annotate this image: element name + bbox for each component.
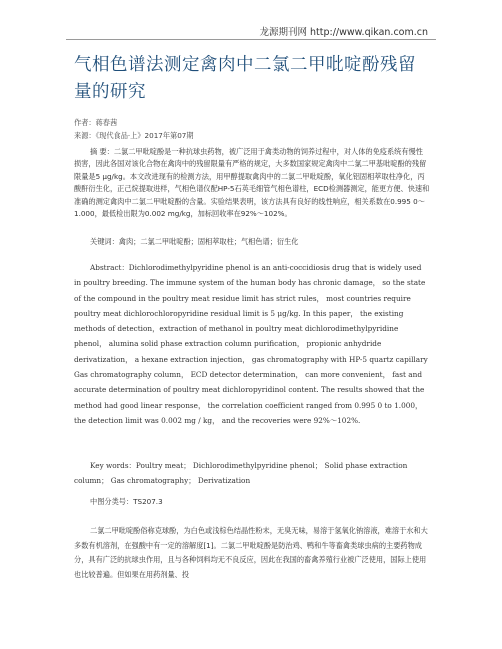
body-intro: 二氯二甲吡啶酚俗称克球酚，为白色或浅棕色结晶性粉末，无臭无味，易溶于氢氧化钠溶液，难溶于水和大多数有机溶剂，在强酸中有一定的溶解度[1]。二氯二甲吡啶酚是防治鸡、鸭和牛等畜禽类球虫病的主要药物成分，具有广泛的抗球虫作用，且与各种饲料均无不良反应，因此在我国的畜禽养殖行业被广泛使用，国际上使用也比较普遍。但如果在用药剂量、投 — [74, 526, 428, 579]
abstract-en: Abstract：Dichlorodimethylpyridine phenol is an anti-coccidiosis drug that is widely used in poultry breeding. The immune system of the human body has chronic damage， so the state of the compound in the poultry meat residue limit has strict rules， most countries require poultry meat dichlorochloropyridine residual limit is 5 μg/kg. In this paper， the existing methods of detection，extraction of methanol in poultry meat dichlorodimethylpyridine phenol， alumina solid phase extraction column purification， propionic anhydride derivatization， a hexane extraction injection， gas chromatography with HP-5 quartz capillary Gas chromatography column， ECD detector determination， can more convenient， fast and accurate determination of poultry meat dichloropyridinol content. The results showed that the method had good linear response， the correlation coefficient ranged from 0.995 0 to 1.000， the detection limit was 0.002 mg / kg， and the recoveries were 92%～102%. — [74, 263, 428, 425]
keywords-en: Key words：Poultry meat； Dichlorodimethylpyridine phenol； Solid phase extraction column； Gas chromatography； Derivatization — [74, 461, 408, 486]
header-divider — [66, 39, 436, 40]
classification-number: 中图分类号：TS207.3 — [90, 497, 163, 506]
site-header: 龙源期刊网 http://www.qikan.com.cn — [259, 27, 428, 38]
keywords-cn: 关键词：禽肉；二氯二甲吡啶酚；固相萃取柱；气相色谱；衍生化 — [90, 237, 299, 246]
article-source: 来源：《现代食品·上》2017年第07期 — [74, 131, 194, 140]
article-title: 气相色谱法测定禽肉中二氯二甲吡啶酚残留量的研究 — [74, 55, 416, 102]
abstract-cn: 摘 要：二氯二甲吡啶酚是一种抗球虫药物，被广泛用于禽类动物的饲养过程中，对人体的免疫系统有慢性损害，因此各国对该化合物在禽肉中的残留限量有严格的规定，大多数国家规定禽肉中二氯二甲基吡啶酚的残留限量是5 μg/kg。本文改进现有的检测方法，用甲醇提取禽肉中的二氯二甲吡啶酚，氧化铝固相萃取柱净化，丙酸酐衍生化，正己烷提取进样，气相色谱仪配HP-5石英毛细管气相色谱柱，ECD检测器测定，能更方便、快速和准确的测定禽肉中二氯二甲吡啶酚的含量。实验结果表明，该方法具有良好的线性响应，相关系数在0.995 0～1.000，最低检出限为0.002 mg/kg，加标回收率在92%～102%。 — [74, 147, 430, 219]
article-author: 作者：蒋春茜 — [74, 118, 118, 127]
